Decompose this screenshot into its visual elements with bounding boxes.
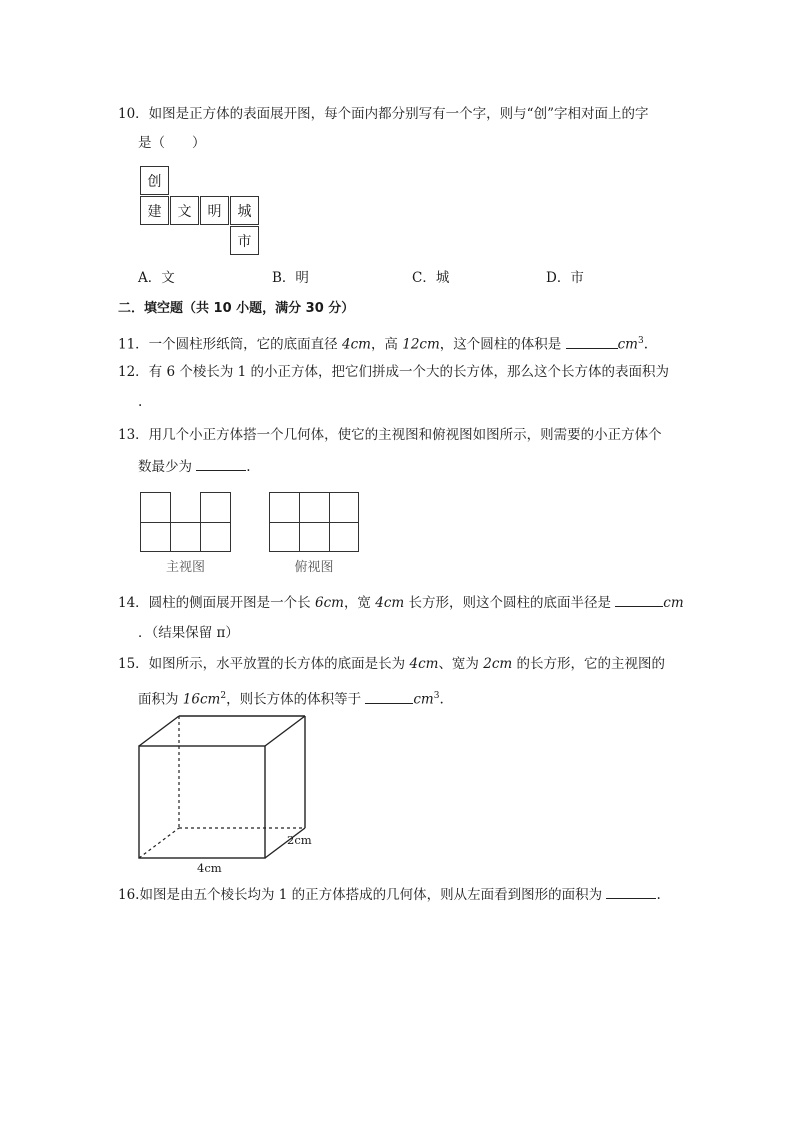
- q14-answer-blank[interactable]: [615, 592, 663, 607]
- q15-text-c: 的长方形，它的主视图的: [512, 656, 665, 672]
- q14-text-b: ，宽: [343, 595, 376, 611]
- q16: [118, 884, 661, 905]
- cuboid-edge: [139, 716, 179, 746]
- net-cell-cheng: 城: [230, 196, 259, 225]
- q10-option-a: A．文: [138, 270, 175, 286]
- net-cell-jian: 建: [140, 196, 169, 225]
- q14-line2: ．（结果保留 π）: [138, 625, 239, 641]
- cuboid-front-face: [139, 746, 265, 858]
- front-view-cell: [200, 492, 231, 523]
- q14-text: 14．圆柱的侧面展开图是一个长: [118, 595, 315, 611]
- front-view-cell: [140, 492, 171, 523]
- q11-text-c: ，这个圆柱的体积是: [439, 336, 566, 353]
- q15-text-b: 、宽为: [438, 656, 484, 672]
- q10-option-c: C．城: [412, 270, 450, 286]
- cuboid-width-label: 2cm: [287, 833, 312, 847]
- top-view-cell: [269, 522, 300, 552]
- q10-option-d: D．市: [546, 270, 584, 286]
- q14-unit: cm: [663, 595, 684, 611]
- cuboid-length-label: 4cm: [197, 861, 222, 875]
- net-cell-shi: 市: [230, 226, 259, 255]
- q13-answer-blank[interactable]: [196, 456, 246, 471]
- section-title: 二．填空题（共 10 小题，满分 30 分）: [118, 301, 355, 316]
- q15-text-e: ，则长方体的体积等于: [226, 691, 366, 708]
- q13-end: .: [246, 459, 251, 475]
- q16-text: 16.如图是由五个棱长均为 1 的正方体搭成的几何体，则从左面看到图形的面积为: [118, 887, 607, 903]
- q15-answer-blank[interactable]: [365, 689, 413, 704]
- cuboid-figure: [136, 712, 316, 876]
- q11-answer-blank[interactable]: [566, 334, 618, 349]
- q11-end: .: [643, 336, 648, 353]
- cuboid-edge: [265, 716, 305, 746]
- q14-line1: [118, 592, 684, 613]
- q11: [118, 331, 648, 355]
- q10-option-b: B．明: [272, 270, 309, 286]
- q11-unit-sup: 3: [637, 336, 644, 346]
- net-cell-chuang: 创: [140, 166, 169, 195]
- q10-line2: 是（ ）: [138, 135, 206, 151]
- q11-diameter: 4cm: [341, 336, 371, 353]
- front-view-cell: [200, 522, 231, 552]
- q14-length: 6cm: [314, 595, 344, 611]
- q15-text-d: 面积为: [138, 691, 183, 708]
- q15-line2: [138, 686, 444, 710]
- q14-width: 4cm: [375, 595, 405, 611]
- q13-line1: 13．用几个小正方体搭一个几何体，使它的主视图和俯视图如图所示，则需要的小正方体个: [118, 427, 662, 443]
- q12-line1: 12．有 6 个棱长为 1 的小正方体，把它们拼成一个大的长方体，那么这个长方体的表面积为: [118, 364, 670, 380]
- q11-text-b: ，高: [370, 336, 403, 353]
- top-view-caption: 俯视图: [294, 560, 334, 575]
- q11-height: 12cm: [402, 336, 440, 353]
- q11-unit: cm: [617, 336, 638, 353]
- q15-unit-sup: 3: [433, 691, 440, 701]
- net-cell-ming: 明: [200, 196, 229, 225]
- q10-line1: 10．如图是正方体的表面展开图，每个面内都分别写有一个字，则与“创”字相对面上的字: [118, 106, 649, 122]
- top-view-cell: [269, 492, 300, 523]
- q15-text: 15．如图所示，水平放置的长方体的底面是长为: [118, 656, 410, 672]
- cuboid-hidden-edge: [139, 828, 179, 858]
- q15-area: 16cm: [182, 691, 221, 708]
- q12-line2: .: [138, 394, 143, 410]
- front-view-cell: [140, 522, 171, 552]
- q14-text-c: 长方形，则这个圆柱的底面半径是: [404, 595, 616, 611]
- net-cell-wen: 文: [170, 196, 199, 225]
- q16-end: .: [656, 887, 661, 903]
- q15-line1: [118, 654, 665, 674]
- front-view-caption: 主视图: [165, 560, 205, 575]
- q15-area-sup: 2: [220, 691, 227, 701]
- q13-line2: [138, 456, 251, 477]
- top-view-cell: [329, 492, 359, 523]
- top-view-cell: [299, 492, 330, 523]
- q16-answer-blank[interactable]: [606, 884, 656, 899]
- q15-end: .: [439, 691, 444, 708]
- q13-text: 数最少为: [138, 459, 197, 475]
- front-view-cell: [170, 522, 201, 552]
- top-view-cell: [299, 522, 330, 552]
- q15-length: 4cm: [409, 656, 439, 672]
- q15-width: 2cm: [483, 656, 513, 672]
- q11-text: 11．一个圆柱形纸筒，它的底面直径: [118, 336, 342, 353]
- top-view-cell: [329, 522, 359, 552]
- q15-unit: cm: [413, 691, 434, 708]
